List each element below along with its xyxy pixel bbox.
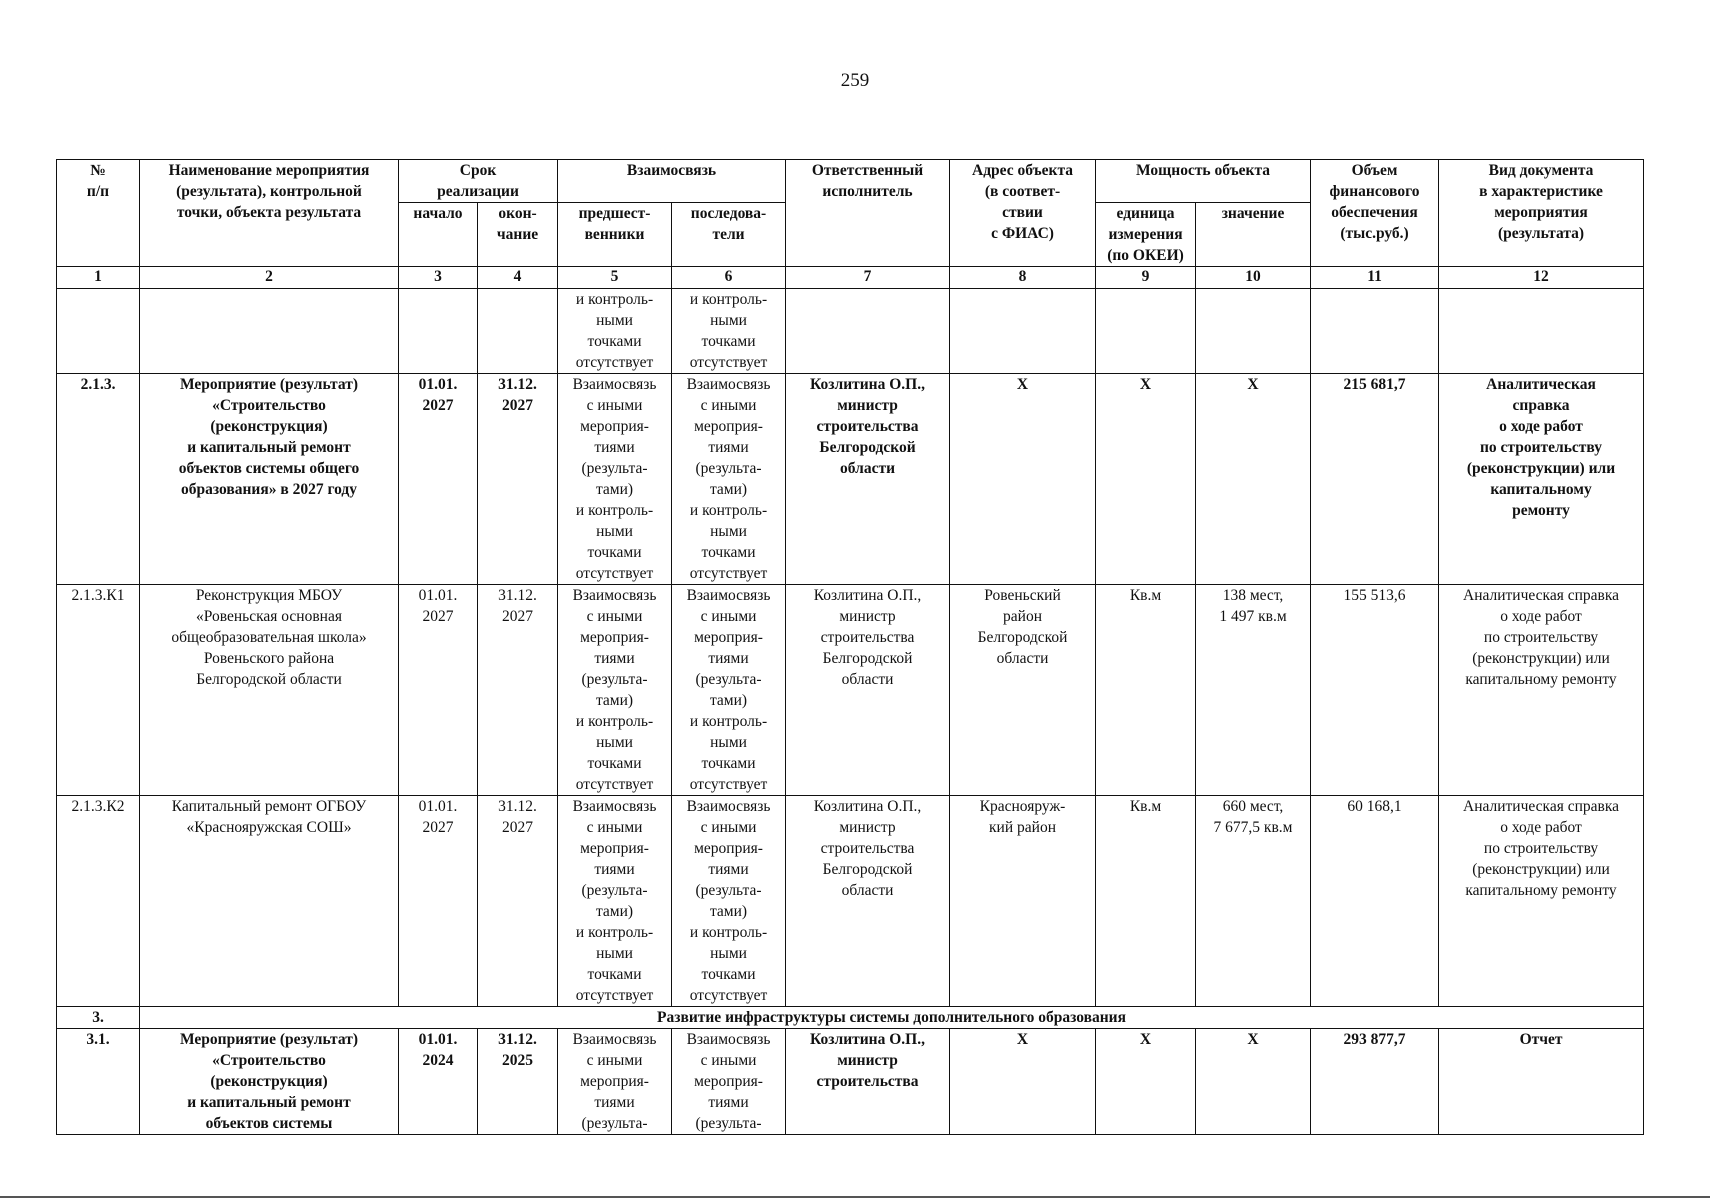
colnum-10: 10 [1196, 267, 1311, 289]
cell-finance: 60 168,1 [1311, 796, 1439, 1007]
cell-next: Взаимосвязь с иными мероприя- тиями (результа- тами) и контроль- ными точками отсутствует [672, 374, 786, 585]
cell-empty [1439, 289, 1644, 374]
cell-empty [478, 289, 558, 374]
cell-name: Мероприятие (результат) «Строительство (реконструкция) и капитальный ремонт объектов системы [140, 1029, 399, 1135]
header-unit: единица измерения (по ОКЕИ) [1096, 203, 1196, 267]
cell-address: Х [950, 374, 1096, 585]
cell-prev: и контроль- ными точками отсутствует [558, 289, 672, 374]
cell-next: и контроль- ными точками отсутствует [672, 289, 786, 374]
colnum-8: 8 [950, 267, 1096, 289]
cell-empty [1311, 289, 1439, 374]
cell-value: Х [1196, 374, 1311, 585]
colnum-12: 12 [1439, 267, 1644, 289]
cell-next: Взаимосвязь с иными мероприя- тиями (результа- [672, 1029, 786, 1135]
header-name: Наименование мероприятия (результата), контрольной точки, объекта результата [140, 160, 399, 267]
cell-address: Краснояруж- кий район [950, 796, 1096, 1007]
cell-responsible: Козлитина О.П., министр строительства [786, 1029, 950, 1135]
cell-empty [950, 289, 1096, 374]
header-finance: Объем финансового обеспечения (тыс.руб.) [1311, 160, 1439, 267]
cell-unit: Кв.м [1096, 796, 1196, 1007]
cell-num: 2.1.3.К1 [57, 585, 140, 796]
table-row-2-1-3-k1 [57, 585, 1644, 796]
colnum-3: 3 [399, 267, 478, 289]
header-num: № п/п [57, 160, 140, 267]
header-address: Адрес объекта (в соответ- ствии с ФИАС) [950, 160, 1096, 267]
cell-name: Капитальный ремонт ОГБОУ «Краснояружская СОШ» [140, 796, 399, 1007]
cell-num: 3. [57, 1007, 140, 1029]
cell-finance: 215 681,7 [1311, 374, 1439, 585]
table-header-row [57, 160, 1644, 203]
cell-num: 2.1.3. [57, 374, 140, 585]
cell-address: Х [950, 1029, 1096, 1135]
cell-empty [57, 289, 140, 374]
page-number: 259 [840, 70, 870, 91]
cell-unit: Х [1096, 374, 1196, 585]
cell-start: 01.01. 2027 [399, 796, 478, 1007]
cell-address: Ровеньский район Белгородской области [950, 585, 1096, 796]
cell-prev: Взаимосвязь с иными мероприя- тиями (результа- тами) и контроль- ными точками отсутствует [558, 796, 672, 1007]
header-link: Взаимосвязь [558, 160, 786, 203]
cell-empty [786, 289, 950, 374]
table-row-2-1-3-k2 [57, 796, 1644, 1007]
column-numbers-row [57, 267, 1644, 289]
header-prev: предшест- венники [558, 203, 672, 267]
cell-finance: 155 513,6 [1311, 585, 1439, 796]
cell-responsible: Козлитина О.П., министр строительства Белгородской области [786, 796, 950, 1007]
cell-num: 2.1.3.К2 [57, 796, 140, 1007]
cell-doc: Аналитическая справка о ходе работ по строительству (реконструкции) или капитальному ремонту [1439, 374, 1644, 585]
header-end: окон- чание [478, 203, 558, 267]
cell-end: 31.12. 2027 [478, 796, 558, 1007]
cell-start: 01.01. 2024 [399, 1029, 478, 1135]
cell-name: Мероприятие (результат) «Строительство (реконструкция) и капитальный ремонт объектов системы общего образования» в 2027 году [140, 374, 399, 585]
section-title: Развитие инфраструктуры системы дополнительного образования [140, 1007, 1644, 1029]
cell-responsible: Козлитина О.П., министр строительства Белгородской области [786, 374, 950, 585]
events-table [56, 159, 1644, 1135]
colnum-11: 11 [1311, 267, 1439, 289]
cell-start: 01.01. 2027 [399, 585, 478, 796]
header-capacity: Мощность объекта [1096, 160, 1311, 203]
table-row-continuation [57, 289, 1644, 374]
colnum-1: 1 [57, 267, 140, 289]
cell-finance: 293 877,7 [1311, 1029, 1439, 1135]
scan-edge-line [0, 1196, 1710, 1198]
table-row-2-1-3 [57, 374, 1644, 585]
cell-doc: Аналитическая справка о ходе работ по строительству (реконструкции) или капитальному ремонту [1439, 796, 1644, 1007]
header-value: значение [1196, 203, 1311, 267]
table-row-section-3 [57, 1007, 1644, 1029]
cell-prev: Взаимосвязь с иными мероприя- тиями (результа- тами) и контроль- ными точками отсутствует [558, 374, 672, 585]
cell-unit: Х [1096, 1029, 1196, 1135]
cell-empty [140, 289, 399, 374]
cell-value: 660 мест, 7 677,5 кв.м [1196, 796, 1311, 1007]
cell-num: 3.1. [57, 1029, 140, 1135]
cell-next: Взаимосвязь с иными мероприя- тиями (результа- тами) и контроль- ными точками отсутствует [672, 796, 786, 1007]
cell-start: 01.01. 2027 [399, 374, 478, 585]
header-next: последова- тели [672, 203, 786, 267]
colnum-4: 4 [478, 267, 558, 289]
colnum-5: 5 [558, 267, 672, 289]
cell-end: 31.12. 2025 [478, 1029, 558, 1135]
cell-value: Х [1196, 1029, 1311, 1135]
cell-responsible: Козлитина О.П., министр строительства Белгородской области [786, 585, 950, 796]
cell-doc: Отчет [1439, 1029, 1644, 1135]
table-row-3-1 [57, 1029, 1644, 1135]
cell-end: 31.12. 2027 [478, 585, 558, 796]
header-start: начало [399, 203, 478, 267]
colnum-2: 2 [140, 267, 399, 289]
cell-empty [1096, 289, 1196, 374]
header-doc: Вид документа в характеристике мероприятия (результата) [1439, 160, 1644, 267]
cell-prev: Взаимосвязь с иными мероприя- тиями (результа- [558, 1029, 672, 1135]
cell-unit: Кв.м [1096, 585, 1196, 796]
colnum-6: 6 [672, 267, 786, 289]
cell-prev: Взаимосвязь с иными мероприя- тиями (результа- тами) и контроль- ными точками отсутствует [558, 585, 672, 796]
cell-end: 31.12. 2027 [478, 374, 558, 585]
cell-value: 138 мест, 1 497 кв.м [1196, 585, 1311, 796]
cell-empty [1196, 289, 1311, 374]
cell-next: Взаимосвязь с иными мероприя- тиями (результа- тами) и контроль- ными точками отсутствует [672, 585, 786, 796]
cell-doc: Аналитическая справка о ходе работ по строительству (реконструкции) или капитальному ремонту [1439, 585, 1644, 796]
header-responsible: Ответственный исполнитель [786, 160, 950, 267]
header-period: Срок реализации [399, 160, 558, 203]
colnum-9: 9 [1096, 267, 1196, 289]
cell-empty [399, 289, 478, 374]
cell-name: Реконструкция МБОУ «Ровеньская основная общеобразовательная школа» Ровеньского района Белгородской области [140, 585, 399, 796]
colnum-7: 7 [786, 267, 950, 289]
